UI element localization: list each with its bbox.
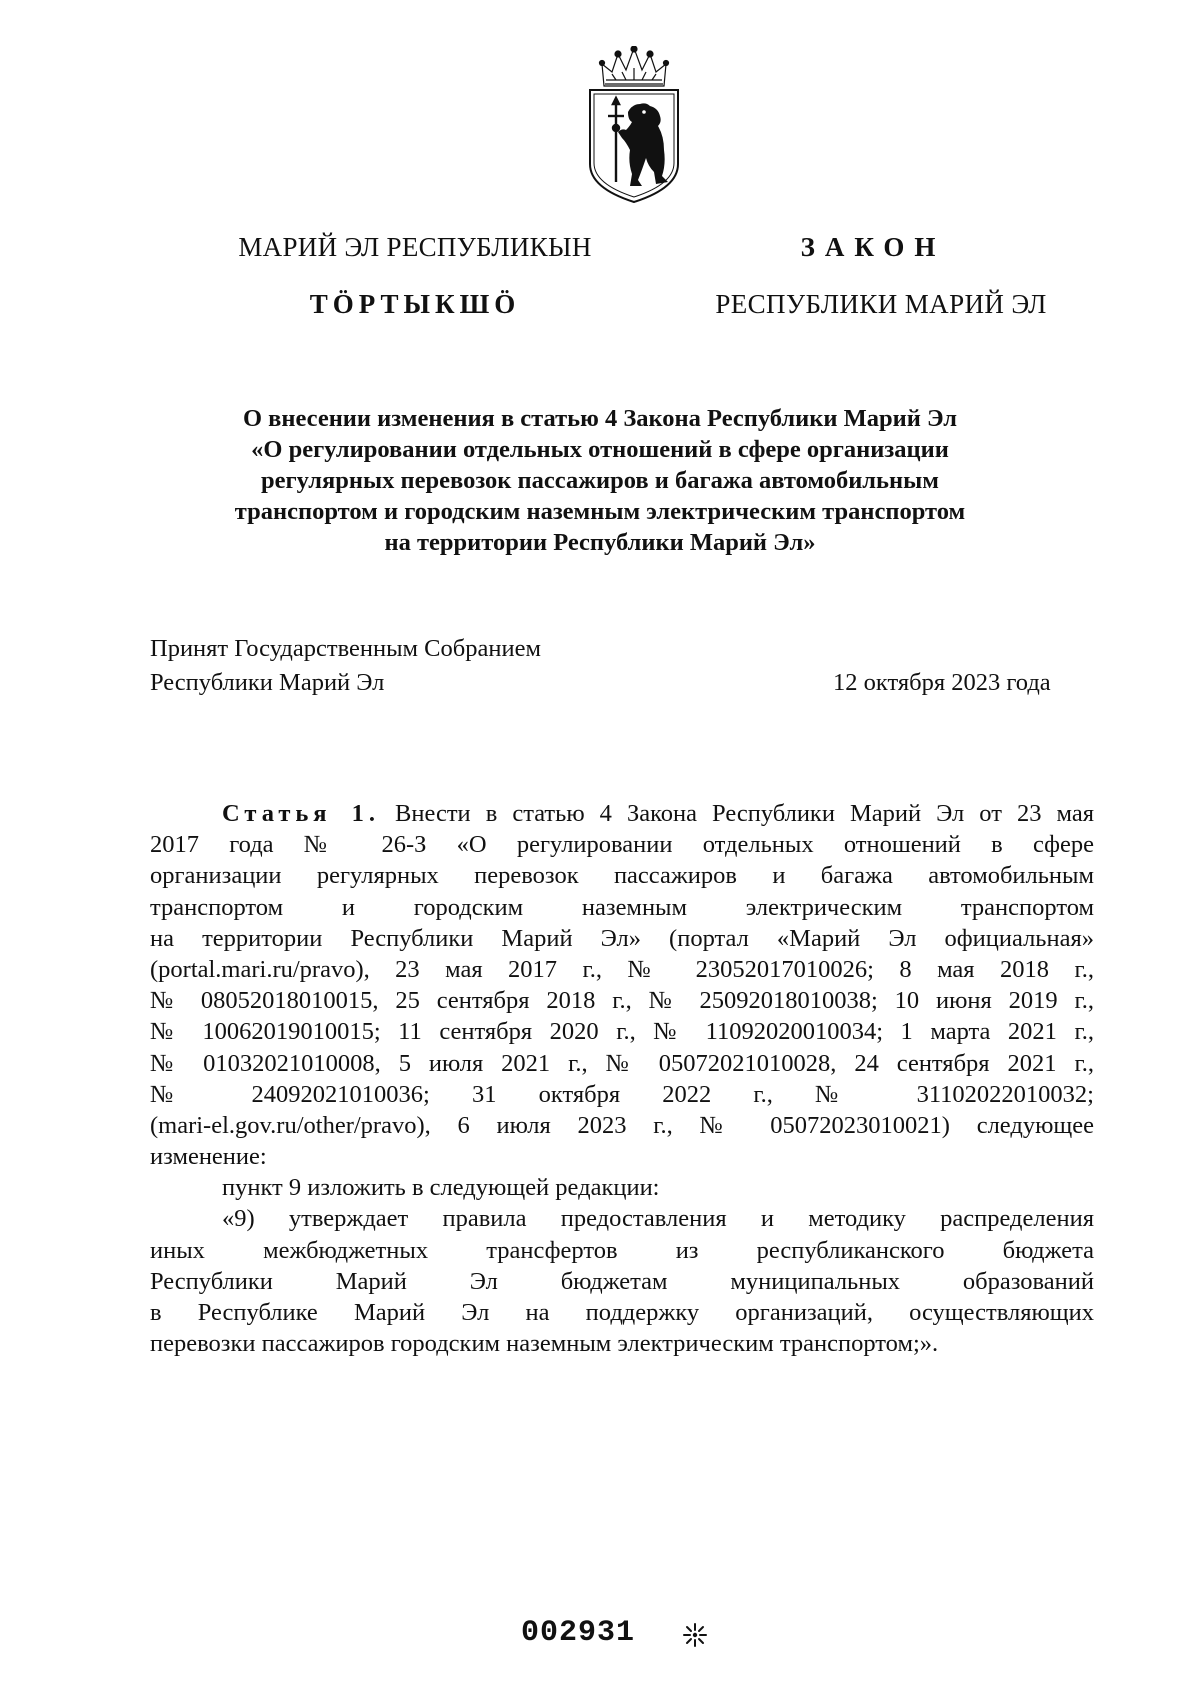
article-1-line: № 01032021010008, 5 июля 2021 г., № 05072021010028, 24 сентября 2021 г., (150, 1049, 1094, 1077)
quote-line: «9) утверждает правила предоставления и методику распределения (222, 1205, 1094, 1233)
article-1-line: № 08052018010015, 25 сентября 2018 г., № 25092018010038; 10 июня 2019 г., (150, 987, 1094, 1015)
law-title (140, 403, 1060, 558)
law-title-line: О внесении изменения в статью 4 Закона Республики Марий Эл (242, 405, 958, 432)
header-left-line1: МАРИЙ ЭЛ РЕСПУБЛИКЫН (238, 232, 592, 262)
article-1-line: № 10062019010015; 11 сентября 2020 г., № 11092020010034; 1 марта 2021 г., (150, 1018, 1094, 1046)
law-title-line: регулярных перевозок пассажиров и багажа автомобильным (261, 467, 939, 494)
article-1-line: (portal.mari.ru/pravo), 23 мая 2017 г., № 23052017010026; 8 мая 2018 г., (150, 955, 1094, 983)
quote-line: иных межбюджетных трансфертов из республиканского бюджета (150, 1236, 1094, 1264)
adoption-line2: Республики Марий Эл (150, 669, 385, 696)
coat-of-arms-icon (582, 46, 686, 206)
article-1-line: транспортом и городским наземным электрическим транспортом (150, 893, 1094, 921)
serial-number: 002931 (521, 1616, 636, 1650)
article-1 (150, 798, 1094, 1359)
article-1-line: 2017 года № 26-З «О регулировании отдельных отношений в сфере (150, 831, 1094, 859)
article-1-line: № 24092021010036; 31 октября 2022 г., № 31102022010032; (150, 1080, 1094, 1108)
quote-line: в Республике Марий Эл на поддержку организаций, осуществляющих (150, 1299, 1094, 1326)
article-1-line: изменение: (150, 1143, 267, 1171)
header-right-line2: РЕСПУБЛИКИ МАРИЙ ЭЛ (715, 289, 1047, 319)
article-label: Статья 1. (222, 800, 380, 827)
adoption-block (150, 632, 541, 700)
asterisk-mark-icon (682, 1622, 708, 1648)
law-title-line: на территории Республики Марий Эл» (384, 529, 816, 556)
header-left-line2: ТӦРТЫКШӦ (309, 289, 521, 319)
adoption-date: 12 октября 2023 года (833, 669, 1051, 696)
header-right-line1: ЗАКОН (800, 232, 946, 262)
quote-line: перевозки пассажиров городским наземным электрическим транспортом;». (150, 1330, 939, 1358)
point-intro: пункт 9 изложить в следующей редакции: (222, 1174, 660, 1202)
article-1-line: организации регулярных перевозок пассажиров и багажа автомобильным (150, 862, 1094, 890)
article-1-line: Статья 1. Внести в статью 4 Закона Республики Марий Эл от 23 мая (222, 800, 1094, 827)
law-title-line: транспортом и городским наземным электрическим транспортом (234, 498, 966, 525)
article-1-line: на территории Республики Марий Эл» (портал «Марий Эл официальная» (150, 924, 1094, 952)
article-1-line: (mari-el.gov.ru/other/pravo), 6 июля 2023 г., № 05072023010021) следующее (150, 1111, 1094, 1139)
adoption-line1: Принят Государственным Собранием (150, 635, 541, 662)
law-title-line: «О регулировании отдельных отношений в сфере организации (251, 436, 949, 463)
quote-line: Республики Марий Эл бюджетам муниципальных образований (150, 1267, 1094, 1295)
